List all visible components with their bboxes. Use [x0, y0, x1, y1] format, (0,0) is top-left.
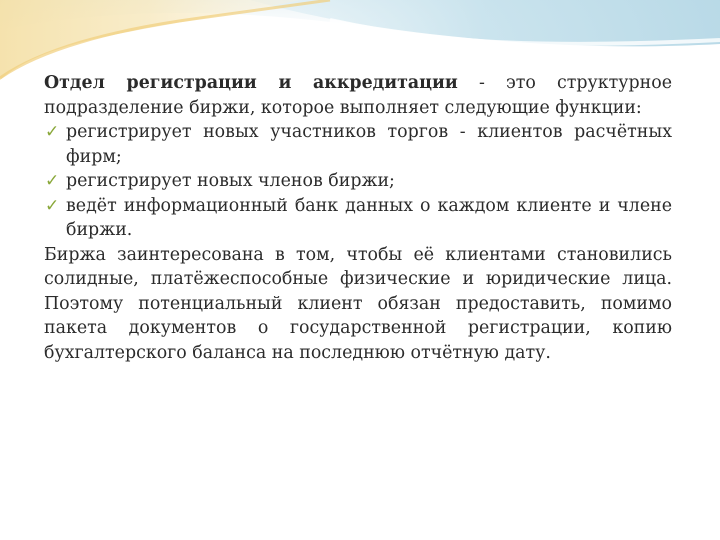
list-item: [44, 194, 672, 243]
list-item: [44, 169, 672, 194]
list-item-text: ведёт информационный банк данных о каждом клиенте и члене биржи.: [66, 195, 672, 240]
check-icon: ✓: [45, 171, 60, 191]
intro-paragraph: [44, 71, 672, 120]
function-list: [44, 120, 672, 243]
check-icon: ✓: [45, 122, 60, 142]
closing-paragraph: Биржа заинтересована в том, чтобы её клиентами становились солидные, платёжеспособные физические и юридические лица. Поэтому потенциальный клиент обязан предоставить, помимо пакета документов о государственной регистрации, копию бухгалтерского баланса на последнюю отчётную дату.: [44, 244, 672, 363]
intro-term: Отдел регистрации и аккредитации: [44, 73, 458, 93]
intro-text: - это структурное подразделение биржи, которое выполняет следующие функции:: [44, 73, 672, 118]
list-item: [44, 120, 672, 169]
slide-body: [44, 71, 672, 365]
list-item-text: регистрирует новых членов биржи;: [66, 171, 395, 191]
list-item-text: регистрирует новых участников торгов - клиентов расчётных фирм;: [66, 122, 672, 167]
check-icon: ✓: [45, 195, 60, 216]
